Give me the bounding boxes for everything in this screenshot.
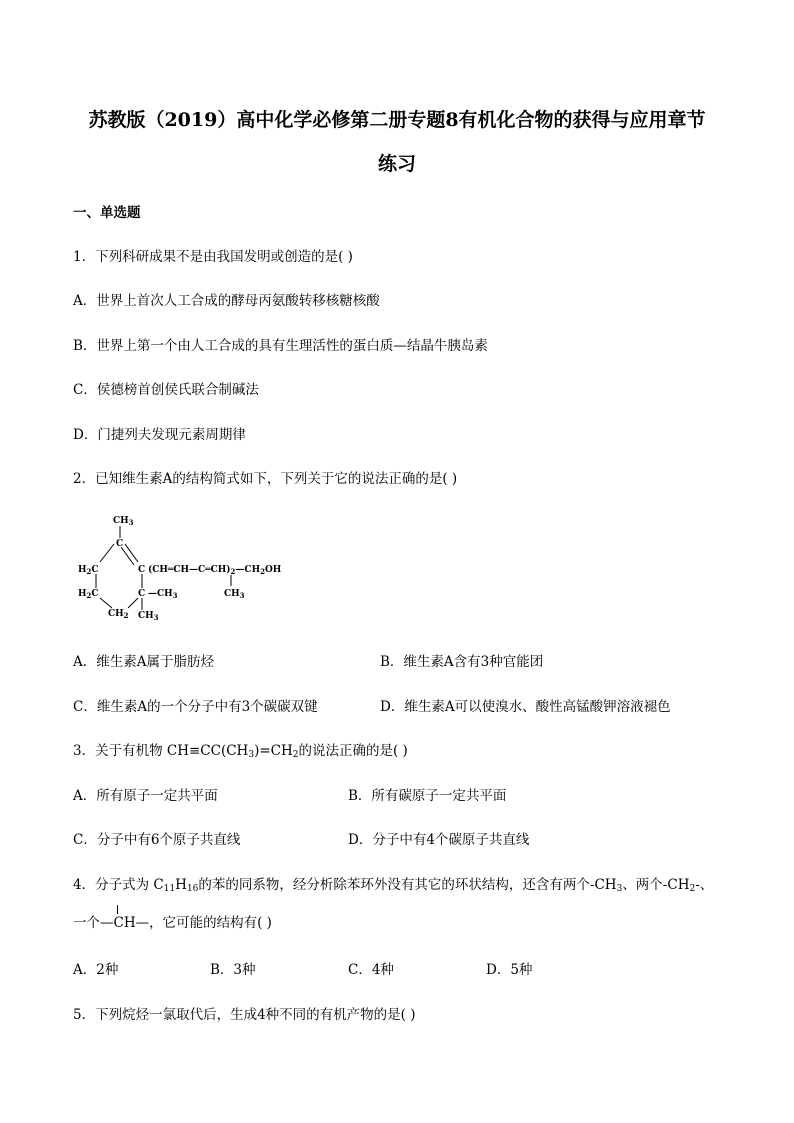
page-title-line2: 练习: [377, 153, 416, 175]
label-c-ring: C: [138, 589, 146, 599]
bond-c-h2c: [100, 544, 114, 562]
bond-ch2-c: [128, 598, 138, 608]
question-3-option-c: C．分子中有6个原子共直线: [73, 832, 241, 848]
label-chain: $(CH═CH—C═CH)_2—CH_2OH$: [148, 565, 282, 576]
label-ch2-bottom: $CH_2$: [108, 609, 129, 620]
label-ch3-ring: $—CH_3$: [148, 589, 178, 600]
page-title: 苏教版（2019）高中化学必修第二册专题8有机化合物的获得与应用章节: [88, 109, 706, 131]
question-4-stem: 4．分子式为 $C_{11}H_{16}$的苯的同系物，经分析除苯环外没有其它的环状结构，还含有两个$-CH_3$、两个$-CH_2-$、: [73, 877, 714, 894]
ch-group-bond: [117, 905, 118, 914]
label-h2c-2: $H_2C$: [78, 589, 99, 600]
label-h2c-1: $H_2C$: [78, 565, 99, 576]
question-4-option-c: C．4种: [348, 962, 394, 978]
question-2-option-d: D．维生素A可以使溴水、酸性高锰酸钾溶液褪色: [380, 699, 671, 715]
label-c-top: C: [116, 539, 124, 549]
section-heading: 一、单选题: [73, 205, 141, 221]
question-1-option-b: B．世界上第一个由人工合成的具有生理活性的蛋白质—结晶牛胰岛素: [73, 338, 488, 354]
question-1-option-c: C．侯德榜首创侯氏联合制碱法: [73, 382, 259, 398]
label-c-mid: C: [138, 565, 146, 575]
question-3-option-b: B．所有碳原子一定共平面: [348, 788, 507, 804]
question-3-stem: 3．关于有机物 $CH\equiv CC(CH_3)=CH_2$的说法正确的是( ): [73, 743, 408, 760]
bond-c-c-double-2: [121, 547, 134, 565]
question-2-option-a: A．维生素A属于脂肪烃: [73, 654, 214, 670]
question-3-option-d: D．分子中有4个碳原子共直线: [348, 832, 530, 848]
vitamin-a-structure-svg: [70, 508, 340, 623]
bond-c-c-double-1: [125, 544, 138, 562]
question-4-option-a: A．2种: [73, 962, 119, 978]
question-2-option-c: C．维生素A的一个分子中有3个碳碳双键: [73, 699, 318, 715]
question-1-option-d: D．门捷列夫发现元素周期律: [73, 427, 246, 443]
question-4-option-d: D．5种: [486, 962, 533, 978]
question-2-option-b: B．维生素A含有3种官能团: [380, 654, 544, 670]
label-ch3-chain: $CH_3$: [224, 589, 245, 600]
question-1-option-a: A．世界上首次人工合成的酵母丙氨酸转移核糖核酸: [73, 293, 380, 309]
question-5-stem: 5．下列烷烃一氯取代后，生成4种不同的有机产物的是( ): [73, 1007, 416, 1023]
bond-h2c-ch2: [100, 598, 112, 608]
question-1-stem: 1．下列科研成果不是由我国发明或创造的是( ): [73, 249, 353, 265]
label-ch3-top: $CH_3$: [113, 516, 134, 527]
question-2-stem: 2．已知维生素A的结构简式如下，下列关于它的说法正确的是( ): [73, 471, 458, 487]
question-4-option-b: B．3种: [210, 962, 256, 978]
question-4-stem-line2: 一个 —CH—，它可能的结构有( ): [73, 911, 272, 931]
question-3-option-a: A．所有原子一定共平面: [73, 788, 218, 804]
ch-group: —CH—: [100, 915, 149, 931]
vitamin-a-structure: [70, 508, 340, 623]
label-ch3-bottom: $CH_3$: [138, 611, 159, 622]
